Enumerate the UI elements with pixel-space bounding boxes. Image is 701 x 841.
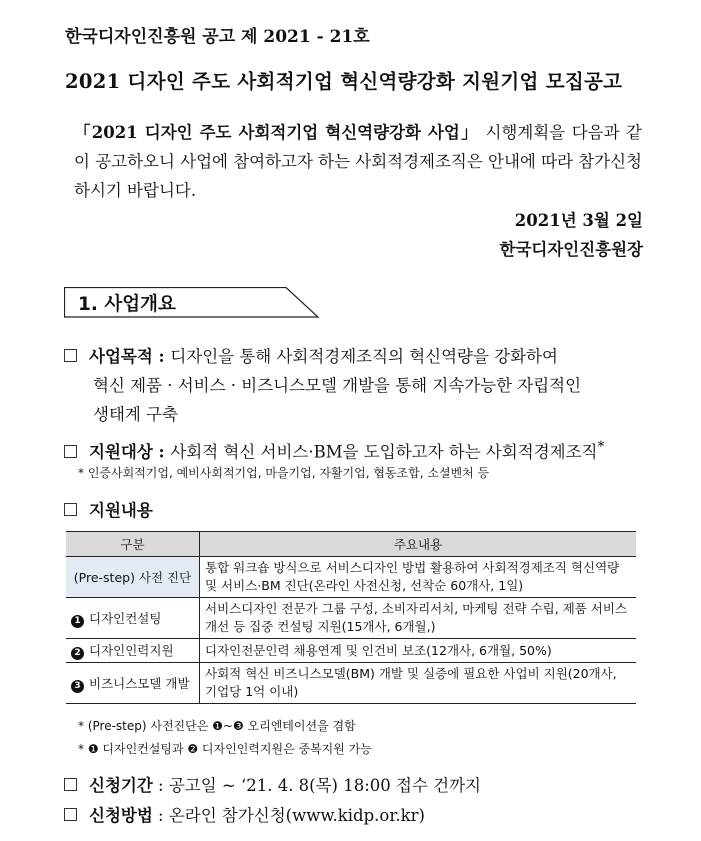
- section-label: 1. 사업개요: [78, 294, 176, 315]
- table-header-row: [66, 532, 636, 557]
- row-description: 디자인전문인력 채용연계 및 인건비 보조(12개사, 6개월, 50%): [200, 639, 637, 663]
- row-description: 서비스디자인 전문가 그룹 구성, 소비자리서치, 마케팅 전략 수립, 제품 서비스 개선 등 집중 컨설팅 지원(15개사, 6개월,): [200, 598, 637, 639]
- target-separator: :: [152, 442, 171, 462]
- method-text: 온라인 참가신청(www.kidp.or.kr): [168, 806, 425, 825]
- page-title: 2021 디자인 주도 사회적기업 혁신역량강화 지원기업 모집공고: [65, 70, 623, 93]
- purpose-line3: 생태계 구축: [93, 405, 178, 424]
- checkbox-icon: [64, 349, 77, 362]
- checkbox-icon: [64, 778, 77, 791]
- column-header: 주요내용: [200, 532, 637, 557]
- number-badge-icon: 2: [71, 647, 84, 660]
- application-method: [64, 801, 425, 830]
- number-badge-icon: 1: [71, 615, 84, 628]
- period-separator: :: [152, 776, 169, 795]
- checkbox-icon: [64, 808, 77, 821]
- purpose-line2: 혁신 제품 · 서비스 · 비즈니스모델 개발을 통해 지속가능한 자립적인: [93, 376, 582, 395]
- row-description: 사회적 혁신 비즈니스모델(BM) 개발 및 실증에 필요한 사업비 지원(20개사, 기업당 1억 이내): [200, 663, 637, 704]
- support-table: [66, 531, 636, 704]
- row-category-cell: [66, 598, 200, 639]
- checkbox-icon: [64, 445, 77, 458]
- table-row: [66, 598, 636, 639]
- period-label: 신청기간: [89, 776, 153, 795]
- row-category: 디자인컨설팅: [89, 610, 162, 626]
- intro-text: 시행계획을 다음과 같이 공고하오니 사업에 참여하고자 하는 사회적경제조직은 안내에 따라 참가신청하시기 바랍니다.: [74, 123, 642, 200]
- purpose-line1: 디자인을 통해 사회적경제조직의 혁신역량을 강화하여: [170, 347, 558, 366]
- project-name: 「2021 디자인 주도 사회적기업 혁신역량강화 사업」: [74, 123, 479, 142]
- method-separator: :: [152, 806, 169, 825]
- period-text: 공고일 ~ ‘21. 4. 8(목) 18:00 접수 건까지: [168, 776, 481, 795]
- target-label: 지원대상: [89, 442, 153, 462]
- target-text: 사회적 혁신 서비스·BM을 도입하고자 하는 사회적경제조직: [170, 442, 598, 462]
- purpose-item: [64, 342, 639, 429]
- row-category: (Pre-step) 사전 진단: [66, 557, 200, 598]
- table-row: [66, 639, 636, 663]
- announcement-date: 2021년 3월 2일: [514, 211, 643, 230]
- footnote: * ❶ 디자인컨설팅과 ❷ 디자인인력지원은 중복지원 가능: [78, 742, 372, 756]
- intro-paragraph: [74, 118, 642, 205]
- footnote: * (Pre-step) 사전진단은 ❶~❸ 오리엔테이션을 겸함: [78, 719, 356, 733]
- column-header: 구분: [66, 532, 200, 557]
- target-mark: *: [597, 439, 605, 455]
- content-label: 지원내용: [89, 501, 153, 520]
- row-description: 통합 워크숍 방식으로 서비스디자인 방법 활용하여 사회적경제조직 혁신역량 및 서비스·BM 진단(온라인 사전신청, 선착순 60개사, 1일): [200, 557, 637, 598]
- application-period: [64, 771, 481, 800]
- target-note: * 인증사회적기업, 예비사회적기업, 마을기업, 자활기업, 협동조합, 소셜벤처 등: [78, 466, 490, 480]
- row-category-cell: [66, 663, 200, 704]
- target-item: [64, 433, 604, 467]
- number-badge-icon: 3: [71, 680, 84, 693]
- row-category: 비즈니스모델 개발: [89, 675, 190, 691]
- purpose-label: 사업목적: [89, 347, 153, 366]
- table-row: [66, 663, 636, 704]
- checkbox-icon: [64, 503, 77, 516]
- issuing-organization: 한국디자인진흥원장: [499, 240, 643, 259]
- section-header: [64, 287, 318, 317]
- purpose-separator: :: [152, 347, 171, 366]
- table-row: [66, 557, 636, 598]
- notice-number: 한국디자인진흥원 공고 제 2021 - 21호: [65, 27, 370, 47]
- method-label: 신청방법: [89, 806, 153, 825]
- row-category: 디자인인력지원: [89, 643, 174, 658]
- content-item: [64, 496, 153, 525]
- row-category-cell: [66, 639, 200, 663]
